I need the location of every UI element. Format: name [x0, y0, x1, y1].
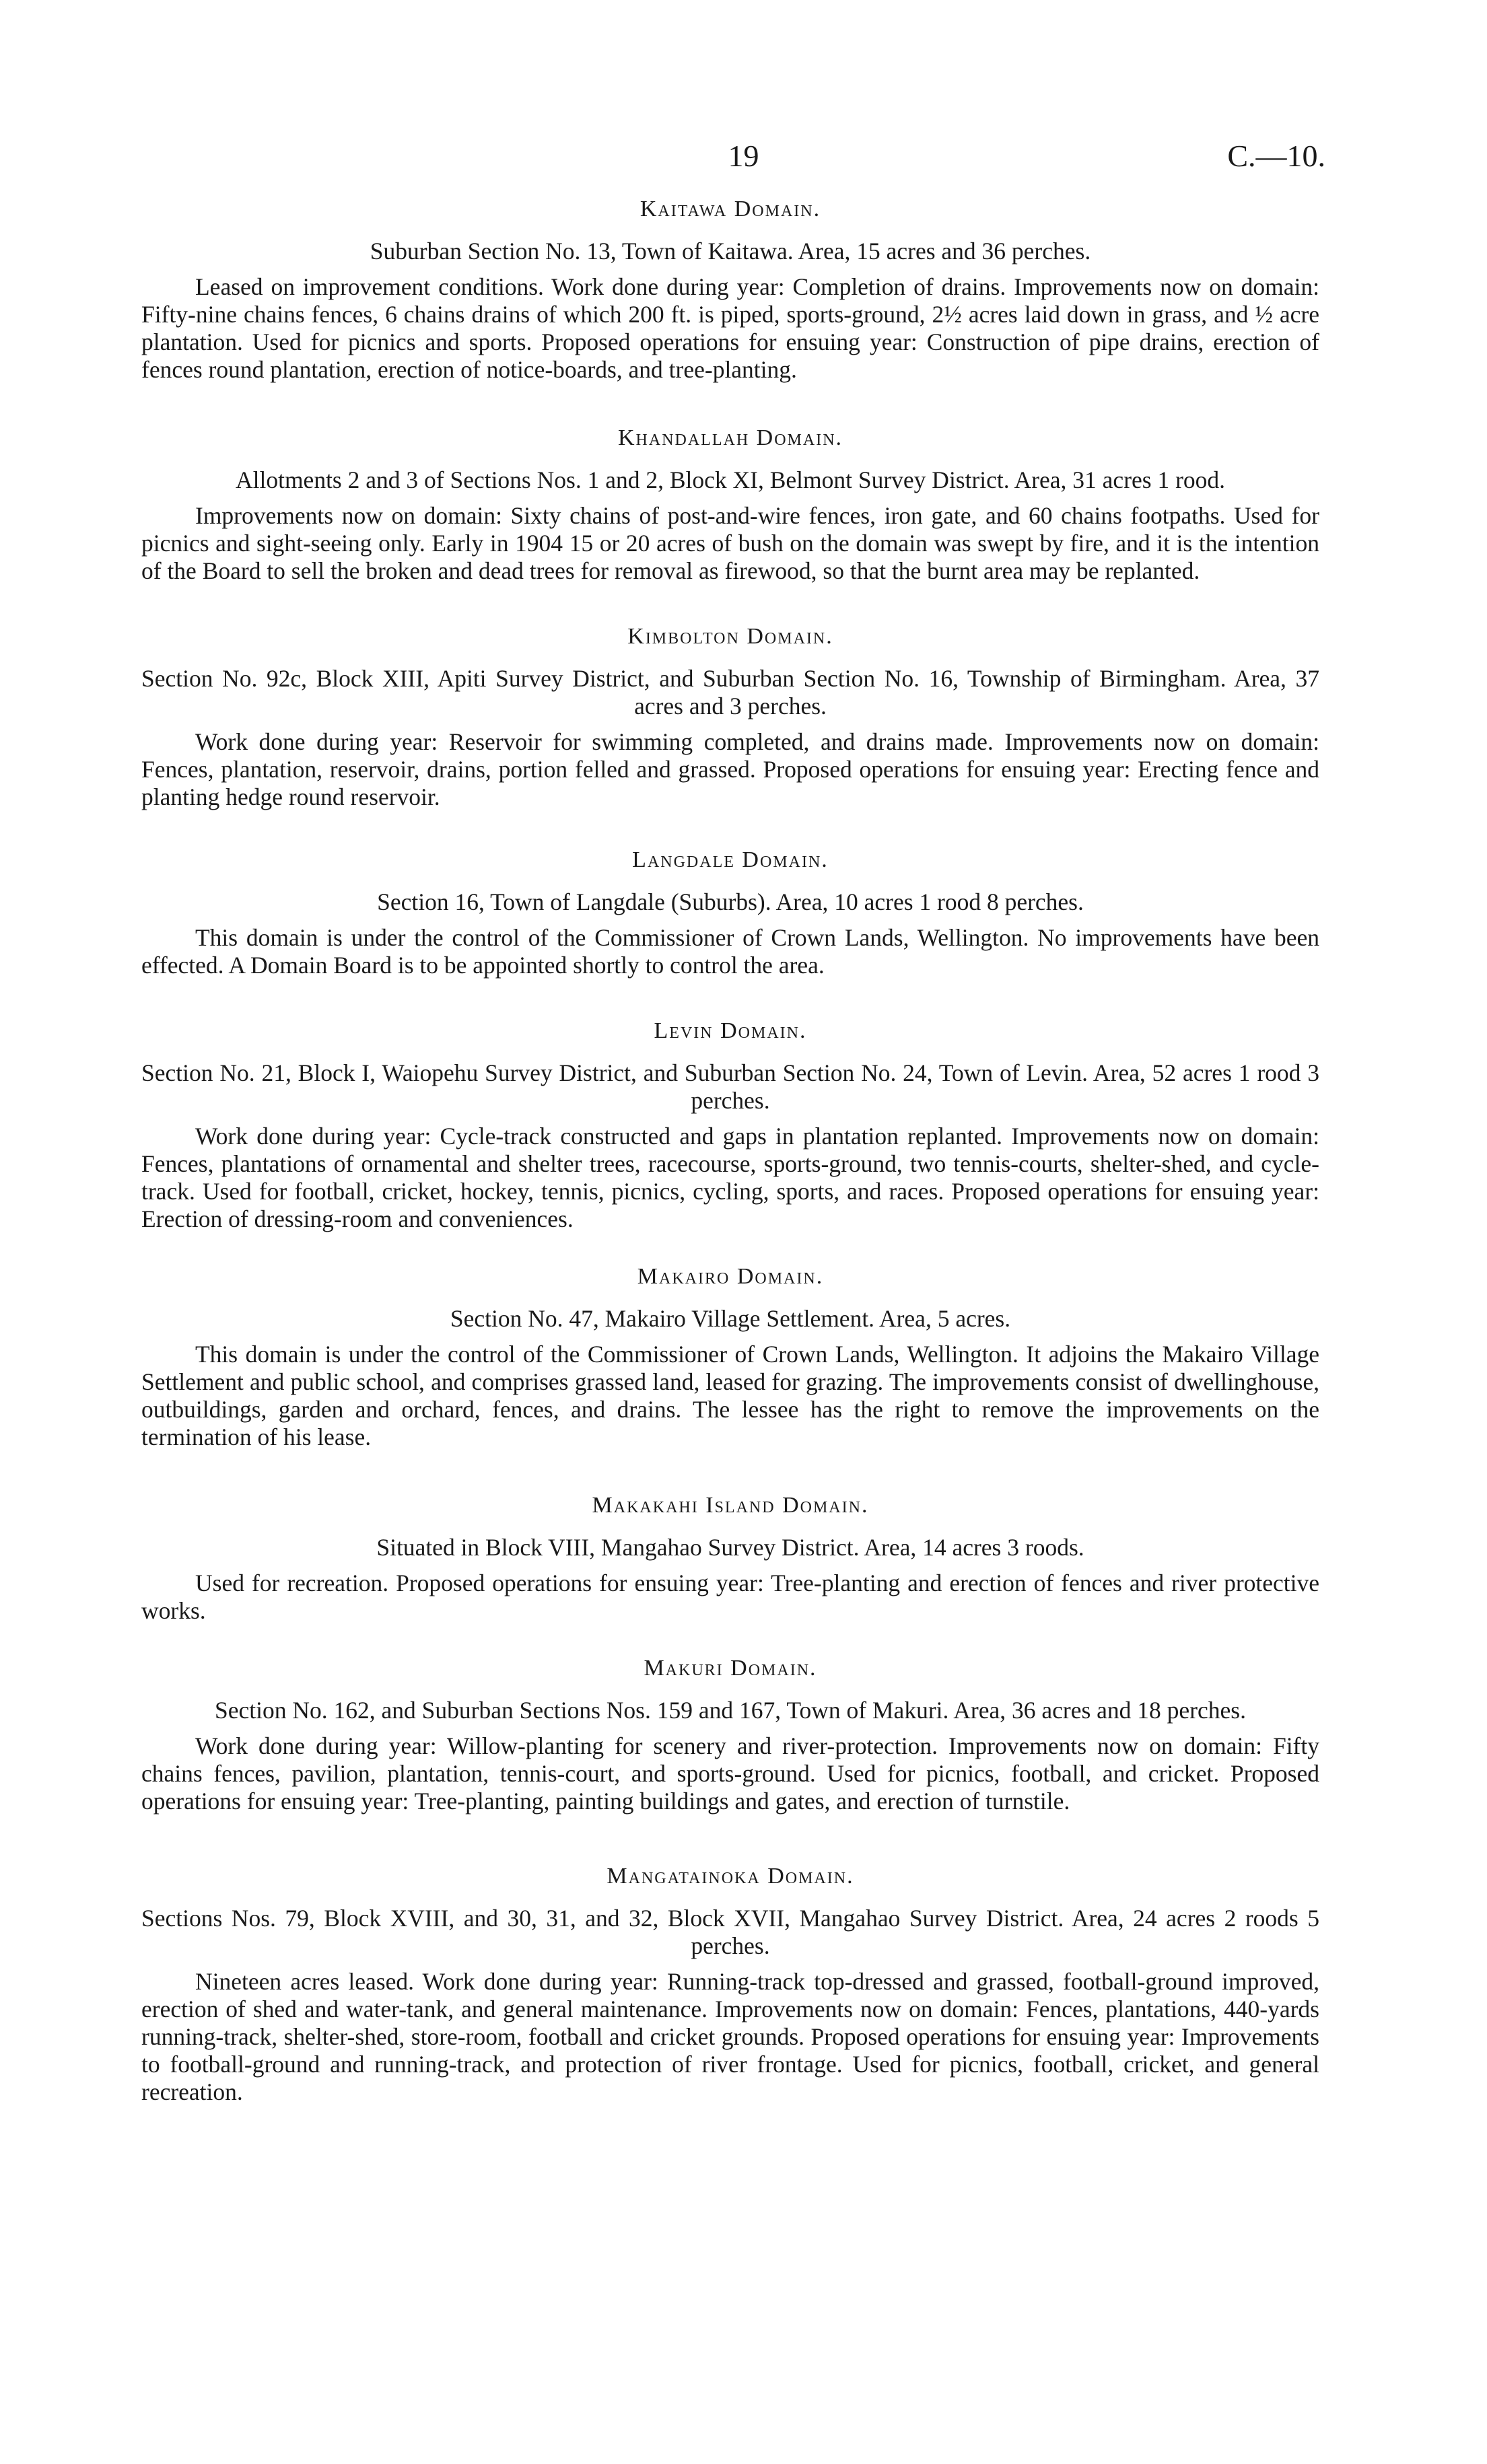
section-location: Suburban Section No. 13, Town of Kaitawa. Area, 15 acres and 36 perches.: [370, 238, 1091, 265]
section-location: Section No. 47, Makairo Village Settlement. Area, 5 acres.: [450, 1305, 1011, 1332]
section-heading: Langdale Domain.: [632, 847, 829, 872]
section-khandallah-domain: [141, 424, 1319, 585]
section-location: Situated in Block VIII, Mangahao Survey District. Area, 14 acres 3 roods.: [376, 1534, 1084, 1561]
section-body: Leased on improvement conditions. Work done during year: Completion of drains. Improvements now on domain: Fifty-nine chains fences, 6 chains drains of which 200 ft. is piped, sports-ground, 2½ acres laid down in grass, and ½ acre plantation. Used for picnics and sports. Proposed operations for ensuing year: Construction of pipe drains, erection of fences round plantation, erection of notice-boards, and tree-planting.: [141, 273, 1319, 383]
section-location: Section 16, Town of Langdale (Suburbs). Area, 10 acres 1 rood 8 perches.: [377, 888, 1084, 915]
section-location: Allotments 2 and 3 of Sections Nos. 1 and 2, Block XI, Belmont Survey District. Area, 31 acres 1 rood.: [235, 466, 1226, 493]
section-body: Used for recreation. Proposed operations for ensuing year: Tree-planting and erection of fences and river protective works.: [141, 1570, 1319, 1624]
section-body: Work done during year: Cycle-track constructed and gaps in plantation replanted. Improvements now on domain: Fences, plantations of ornamental and shelter trees, racecourse, sports-ground, two tennis-courts, shelter-shed, and cycle-track. Used for football, cricket, hockey, tennis, picnics, cycling, sports, and races. Proposed operations for ensuing year: Erection of dressing-room and conveniences.: [141, 1123, 1319, 1232]
section-heading: Makuri Domain.: [644, 1656, 817, 1681]
section-heading: Levin Domain.: [654, 1018, 807, 1043]
section-makairo-domain: [141, 1263, 1319, 1451]
section-body: This domain is under the control of the Commissioner of Crown Lands, Wellington. It adjoins the Makairo Village Settlement and public school, and comprises grassed land, leased for grazing. The improvements consist of dwellinghouse, outbuildings, garden and orchard, fences, and drains. The lessee has the right to remove the improvements on the termination of his lease.: [141, 1341, 1319, 1450]
page-content: [141, 195, 1319, 2106]
section-location: Section No. 92c, Block XIII, Apiti Survey District, and Suburban Section No. 16, Township of Birmingham. Area, 37 acres and 3 perches.: [141, 665, 1319, 719]
page-number: 19: [728, 139, 759, 173]
section-body: Work done during year: Reservoir for swimming completed, and drains made. Improvements now on domain: Fences, plantation, reservoir, drains, portion felled and grassed. Proposed operations for ensuing year: Erecting fence and planting hedge round reservoir.: [141, 728, 1319, 810]
section-levin-domain: [141, 1017, 1319, 1233]
section-langdale-domain: [141, 846, 1319, 979]
section-makakahi-island-domain: [141, 1491, 1319, 1625]
section-makuri-domain: [141, 1654, 1319, 1815]
section-location: Sections Nos. 79, Block XVIII, and 30, 31, and 32, Block XVII, Mangahao Survey District. Area, 24 acres 2 roods 5 perches.: [141, 1905, 1319, 1959]
section-body: This domain is under the control of the Commissioner of Crown Lands, Wellington. No improvements have been effected. A Domain Board is to be appointed shortly to control the area.: [141, 924, 1319, 979]
section-kimbolton-domain: [141, 623, 1319, 811]
section-mangatainoka-domain: [141, 1862, 1319, 2106]
section-heading: Makairo Domain.: [637, 1264, 824, 1289]
section-heading: Makakahi Island Domain.: [592, 1493, 869, 1518]
document-reference: C.—10.: [1227, 139, 1325, 173]
section-heading: Kaitawa Domain.: [639, 197, 821, 221]
section-heading: Kimbolton Domain.: [627, 624, 833, 649]
section-location: Section No. 162, and Suburban Sections Nos. 159 and 167, Town of Makuri. Area, 36 acres and 18 perches.: [215, 1697, 1246, 1724]
section-location: Section No. 21, Block I, Waiopehu Survey District, and Suburban Section No. 24, Town of Levin. Area, 52 acres 1 rood 3 perches.: [141, 1059, 1319, 1114]
section-body: Improvements now on domain: Sixty chains of post-and-wire fences, iron gate, and 60 chains footpaths. Used for picnics and sight-seeing only. Early in 1904 15 or 20 acres of bush on the domain was swept by fire, and it is the intention of the Board to sell the broken and dead trees for removal as firewood, so that the burnt area may be replanted.: [141, 502, 1319, 584]
section-heading: Mangatainoka Domain.: [607, 1864, 854, 1889]
section-kaitawa-domain: [141, 195, 1319, 384]
section-body: Work done during year: Willow-planting for scenery and river-protection. Improvements now on domain: Fifty chains fences, pavilion, plantation, tennis-court, and sports-ground. Used for picnics, football, and cricket. Proposed operations for ensuing year: Tree-planting, painting buildings and gates, and erection of turnstile.: [141, 1732, 1319, 1815]
section-heading: Khandallah Domain.: [617, 425, 843, 450]
section-body: Nineteen acres leased. Work done during year: Running-track top-dressed and grassed, football-ground improved, erection of shed and water-tank, and general maintenance. Improvements now on domain: Fences, plantations, 440-yards running-track, shelter-shed, store-room, football and cricket grounds. Proposed operations for ensuing year: Improvements to football-ground and running-track, and protection of river frontage. Used for picnics, football, cricket, and general recreation.: [141, 1968, 1319, 2105]
